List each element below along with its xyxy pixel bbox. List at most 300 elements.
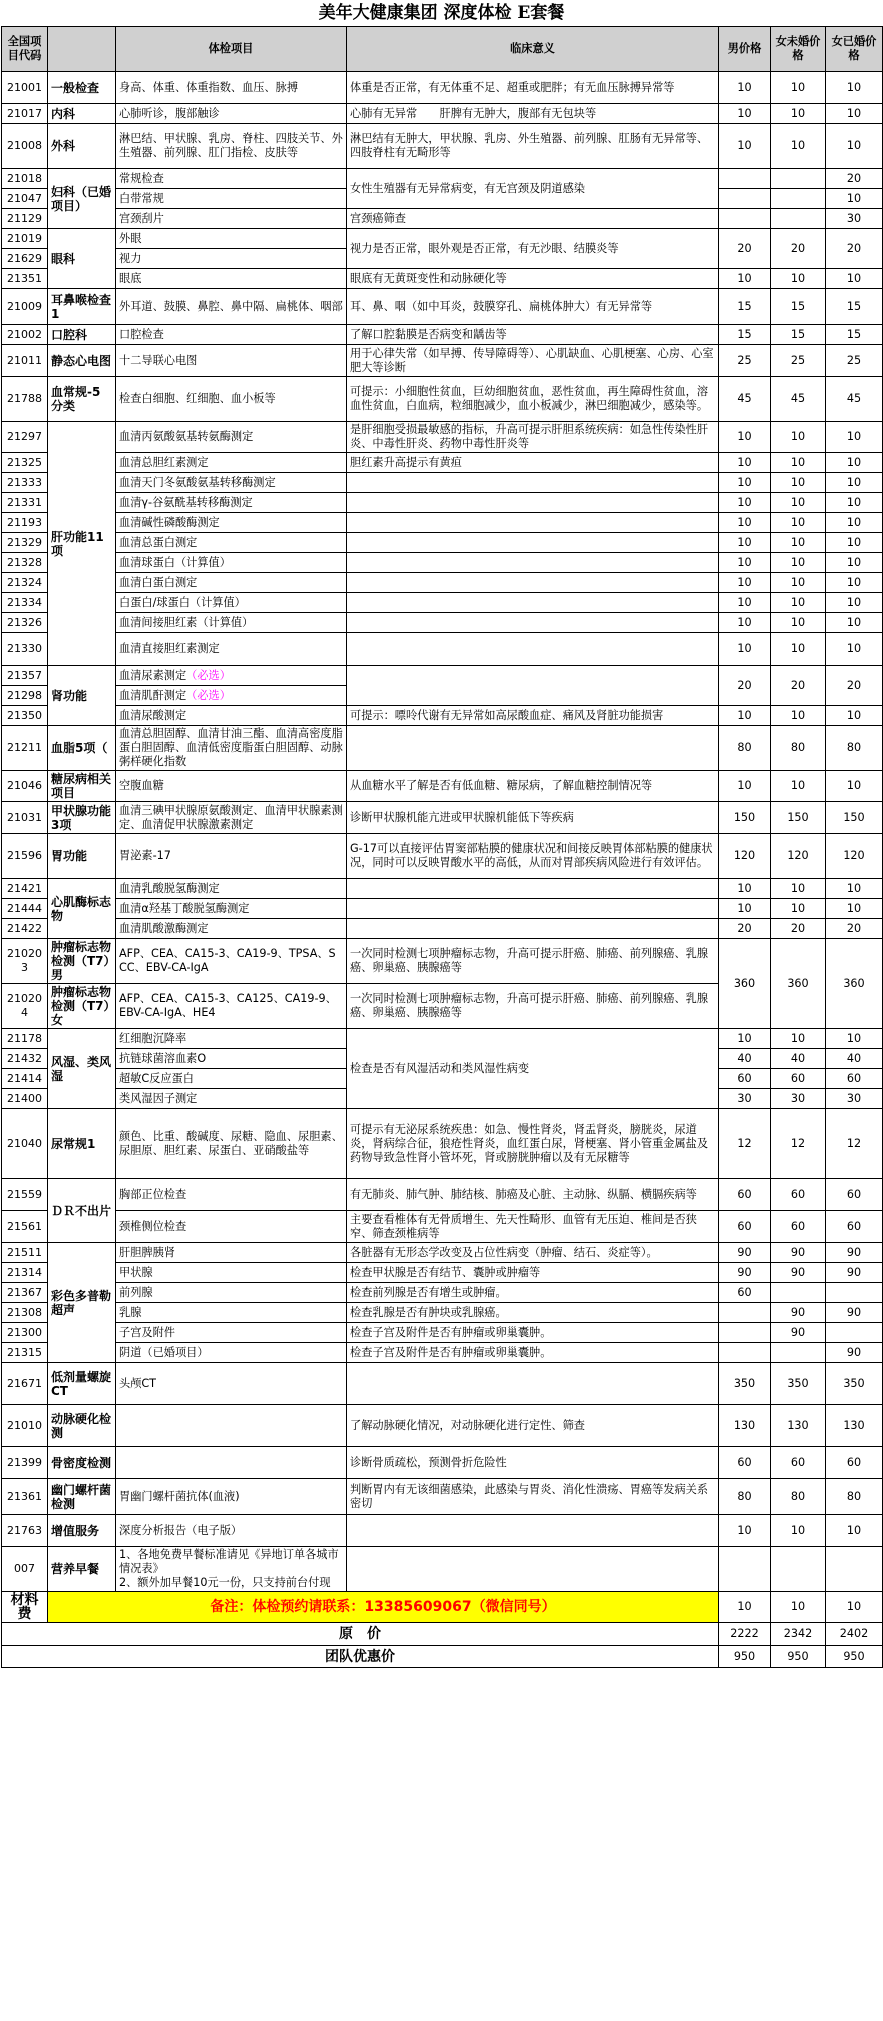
male-price: 10 (719, 593, 771, 613)
item-category: 妇科（已婚项目） (48, 169, 116, 229)
clinical-meaning: 心肺有无异常 肝脾有无肿大，腹部有无包块等 (347, 104, 719, 124)
male-price: 360 (719, 939, 771, 1029)
item-name-text: 甲状腺 (119, 1265, 153, 1279)
clinical-meaning: 体重是否正常，有无体重不足、超重或肥胖；有无血压脉搏异常等 (347, 72, 719, 104)
clinical-meaning: 可提示：嘌呤代谢有无异常如高尿酸血症、痛风及肾脏功能损害 (347, 706, 719, 726)
item-category: 肾功能 (48, 666, 116, 726)
item-code: 21330 (2, 633, 48, 666)
male-price: 10 (719, 269, 771, 289)
male-price: 60 (719, 1069, 771, 1089)
male-price: 10 (719, 771, 771, 802)
table-row (2, 493, 883, 513)
item-name (116, 1405, 347, 1447)
item-code: 21333 (2, 473, 48, 493)
item-name-text: 颜色、比重、酸碱度、尿糖、隐血、尿胆素、尿胆原、胆红素、尿蛋白、亚硝酸盐等 (119, 1129, 343, 1157)
clinical-meaning: 检查前列腺是否有增生或肿瘤。 (347, 1283, 719, 1303)
item-name (116, 1069, 347, 1089)
female-married-price: 90 (826, 1263, 883, 1283)
item-name-text: 血清球蛋白（计算值） (119, 555, 231, 569)
item-category: 口腔科 (48, 325, 116, 345)
item-name (116, 686, 347, 706)
item-name-text: 深度分析报告（电子版） (119, 1523, 243, 1537)
item-name (116, 1029, 347, 1049)
female-married-price: 10 (826, 633, 883, 666)
female-unmarried-price: 10 (771, 453, 826, 473)
female-unmarried-price: 10 (771, 104, 826, 124)
item-code: 21002 (2, 325, 48, 345)
clinical-meaning (347, 493, 719, 513)
item-name (116, 553, 347, 573)
item-name-text: 胸部正位检查 (119, 1187, 187, 1201)
female-unmarried-price: 10 (771, 771, 826, 802)
male-price: 10 (719, 72, 771, 104)
male-price: 60 (719, 1179, 771, 1211)
female-unmarried-price: 10 (771, 1515, 826, 1547)
item-name-text: 口腔检查 (119, 327, 164, 341)
item-name-text: 血清总胆红素测定 (119, 455, 209, 469)
item-code: 21422 (2, 919, 48, 939)
female-unmarried-price: 80 (771, 726, 826, 771)
table-row (2, 1515, 883, 1547)
item-name (116, 834, 347, 879)
female-unmarried-price: 150 (771, 802, 826, 834)
item-name (116, 1447, 347, 1479)
group-female-unmarried-price: 950 (771, 1646, 826, 1668)
item-category: 增值服务 (48, 1515, 116, 1547)
female-unmarried-price: 90 (771, 1303, 826, 1323)
clinical-meaning: 一次同时检测七项肿瘤标志物，升高可提示肝癌、肺癌、前列腺癌、乳腺癌、卵巢癌、胰腺癌等 (347, 984, 719, 1029)
item-name-text: 外耳道、鼓膜、鼻腔、鼻中隔、扁桃体、咽部 (119, 299, 343, 313)
female-unmarried-price: 80 (771, 1479, 826, 1515)
item-category: 血常规-5分类 (48, 377, 116, 422)
female-unmarried-price: 25 (771, 345, 826, 377)
clinical-meaning: 各脏器有无形态学改变及占位性病变（肿瘤、结石、炎症等）。 (347, 1243, 719, 1263)
item-name-text: 乳腺 (119, 1305, 142, 1319)
male-price (719, 209, 771, 229)
item-category: 低剂量螺旋CT (48, 1363, 116, 1405)
table-row (2, 899, 883, 919)
clinical-meaning (347, 513, 719, 533)
item-name (116, 1263, 347, 1283)
item-code: 21001 (2, 72, 48, 104)
group-price-label: 团队优惠价 (2, 1646, 719, 1668)
table-row (2, 453, 883, 473)
item-name (116, 1109, 347, 1179)
female-unmarried-price (771, 1283, 826, 1303)
item-category: 骨密度检测 (48, 1447, 116, 1479)
table-row (2, 706, 883, 726)
table-row (2, 1211, 883, 1243)
male-price: 60 (719, 1447, 771, 1479)
item-code: 21328 (2, 553, 48, 573)
item-name-text: 肝胆脾胰肾 (119, 1245, 175, 1259)
female-married-price: 10 (826, 706, 883, 726)
female-married-price: 30 (826, 209, 883, 229)
male-price: 60 (719, 1211, 771, 1243)
male-price: 10 (719, 553, 771, 573)
item-name (116, 473, 347, 493)
female-married-price: 130 (826, 1405, 883, 1447)
female-married-price: 10 (826, 573, 883, 593)
male-price: 350 (719, 1363, 771, 1405)
female-unmarried-price: 20 (771, 229, 826, 269)
material-female-married-price: 10 (826, 1592, 883, 1623)
female-unmarried-price: 15 (771, 325, 826, 345)
table-row (2, 1343, 883, 1363)
clinical-meaning: G-17可以直接评估胃窦部粘膜的健康状况和间接反映胃体部粘膜的健康状况，同时可以反映胃酸水平的高低，从而对胃部疾病风险进行有效评估。 (347, 834, 719, 879)
clinical-meaning: 诊断骨质疏松，预测骨折危险性 (347, 1447, 719, 1479)
male-price: 10 (719, 124, 771, 169)
male-price: 15 (719, 325, 771, 345)
item-name-text: 血清尿酸测定 (119, 708, 187, 722)
female-married-price: 10 (826, 593, 883, 613)
item-code: 21298 (2, 686, 48, 706)
female-married-price: 60 (826, 1069, 883, 1089)
male-price: 10 (719, 899, 771, 919)
male-price: 10 (719, 633, 771, 666)
female-married-price: 10 (826, 493, 883, 513)
female-married-price: 90 (826, 1343, 883, 1363)
item-code: 21414 (2, 1069, 48, 1089)
clinical-meaning: 宫颈癌筛查 (347, 209, 719, 229)
female-married-price: 10 (826, 124, 883, 169)
item-name (116, 1323, 347, 1343)
item-name (116, 493, 347, 513)
male-price: 10 (719, 513, 771, 533)
item-code: 21297 (2, 422, 48, 453)
item-category: 胃功能 (48, 834, 116, 879)
item-name-text: 抗链球菌溶血素O (119, 1051, 207, 1065)
female-unmarried-price: 10 (771, 1029, 826, 1049)
clinical-meaning: 从血糖水平了解是否有低血糖、糖尿病，了解血糖控制情况等 (347, 771, 719, 802)
male-price: 10 (719, 879, 771, 899)
female-unmarried-price: 90 (771, 1243, 826, 1263)
item-code: 21763 (2, 1515, 48, 1547)
package-table (1, 26, 883, 1668)
female-married-price: 20 (826, 229, 883, 269)
male-price: 20 (719, 919, 771, 939)
item-name (116, 169, 347, 189)
male-price: 40 (719, 1049, 771, 1069)
clinical-meaning: 耳、鼻、咽（如中耳炎，鼓膜穿孔、扁桃体肿大）有无异常等 (347, 289, 719, 325)
female-married-price: 15 (826, 289, 883, 325)
female-unmarried-price: 10 (771, 513, 826, 533)
item-name-text: 十二导联心电图 (119, 353, 198, 367)
female-married-price: 10 (826, 771, 883, 802)
item-name-text: 血清三碘甲状腺原氨酸测定、血清甲状腺素测定、血清促甲状腺激素测定 (119, 803, 343, 831)
item-code: 21324 (2, 573, 48, 593)
table-row (2, 1029, 883, 1049)
item-name-text: 空腹血糖 (119, 779, 164, 792)
female-married-price: 60 (826, 1179, 883, 1211)
female-unmarried-price: 10 (771, 593, 826, 613)
item-name (116, 229, 347, 249)
item-code: 21350 (2, 706, 48, 726)
item-category: 一般检查 (48, 72, 116, 104)
male-price: 120 (719, 834, 771, 879)
female-married-price: 10 (826, 269, 883, 289)
clinical-meaning: 有无肺炎、肺气肿、肺结核、肺癌及心脏、主动脉、纵膈、横膈疾病等 (347, 1179, 719, 1211)
clinical-meaning: 是肝细胞受损最敏感的指标，升高可提示肝胆系统疾病：如急性传染性肝炎、中毒性肝炎、药物中毒性肝炎等 (347, 422, 719, 453)
item-name (116, 802, 347, 834)
item-name (116, 613, 347, 633)
clinical-meaning (347, 1515, 719, 1547)
female-married-price: 360 (826, 939, 883, 1029)
item-category: 肿瘤标志物检测（T7）男 (48, 939, 116, 984)
clinical-meaning (347, 473, 719, 493)
header-item: 体检项目 (116, 27, 347, 72)
item-code: 21351 (2, 269, 48, 289)
item-category: 耳鼻喉检查1 (48, 289, 116, 325)
clinical-meaning: 胆红素升高提示有黄疸 (347, 453, 719, 473)
table-row (2, 802, 883, 834)
item-code: 21629 (2, 249, 48, 269)
original-female-married-price: 2402 (826, 1623, 883, 1646)
male-price: 60 (719, 1283, 771, 1303)
table-row (2, 726, 883, 771)
item-code: 21017 (2, 104, 48, 124)
item-name (116, 939, 347, 984)
male-price: 150 (719, 802, 771, 834)
female-unmarried-price: 90 (771, 1263, 826, 1283)
female-unmarried-price: 10 (771, 533, 826, 553)
female-married-price: 30 (826, 1089, 883, 1109)
original-price-row (2, 1623, 883, 1646)
item-name-text: 宫颈刮片 (119, 211, 164, 225)
male-price (719, 1343, 771, 1363)
item-name (116, 325, 347, 345)
item-category: 糖尿病相关项目 (48, 771, 116, 802)
item-name (116, 1303, 347, 1323)
table-row (2, 72, 883, 104)
item-name-text: 血清乳酸脱氢酶测定 (119, 881, 220, 895)
male-price: 10 (719, 533, 771, 553)
male-price: 10 (719, 422, 771, 453)
female-married-price: 60 (826, 1447, 883, 1479)
item-name-text: 血清γ-谷氨酰基转移酶测定 (119, 495, 253, 509)
item-name (116, 1479, 347, 1515)
table-row (2, 939, 883, 984)
clinical-meaning: 了解动脉硬化情况，对动脉硬化进行定性、筛查 (347, 1405, 719, 1447)
female-unmarried-price: 90 (771, 1323, 826, 1343)
item-code: 21178 (2, 1029, 48, 1049)
female-married-price: 10 (826, 189, 883, 209)
male-price: 10 (719, 706, 771, 726)
required-note: （必选） (186, 668, 231, 682)
male-price: 10 (719, 1029, 771, 1049)
female-unmarried-price: 10 (771, 72, 826, 104)
item-name (116, 1283, 347, 1303)
header-male-price: 男价格 (719, 27, 771, 72)
item-category: 尿常规1 (48, 1109, 116, 1179)
item-category: 甲状腺功能3项 (48, 802, 116, 834)
table-row (2, 1405, 883, 1447)
item-name-text: 颈椎侧位检查 (119, 1219, 187, 1233)
item-name-text: 白蛋白/球蛋白（计算值） (119, 595, 246, 609)
item-name-text: 红细胞沉降率 (119, 1031, 187, 1045)
female-married-price: 20 (826, 666, 883, 706)
female-unmarried-price: 120 (771, 834, 826, 879)
table-row (2, 325, 883, 345)
clinical-meaning (347, 666, 719, 706)
item-code: 21596 (2, 834, 48, 879)
item-code: 21444 (2, 899, 48, 919)
item-name-text: 血清白蛋白测定 (119, 575, 198, 589)
male-price: 10 (719, 573, 771, 593)
item-code: 21018 (2, 169, 48, 189)
item-code: 21011 (2, 345, 48, 377)
female-married-price: 150 (826, 802, 883, 834)
female-married-price: 90 (826, 1303, 883, 1323)
item-name (116, 1547, 347, 1592)
female-unmarried-price: 12 (771, 1109, 826, 1179)
female-married-price (826, 1323, 883, 1343)
table-row (2, 573, 883, 593)
item-name-text: 子宫及附件 (119, 1325, 175, 1339)
item-name (116, 249, 347, 269)
item-name-text: 外眼 (119, 231, 142, 245)
clinical-meaning (347, 1363, 719, 1405)
item-name-text: AFP、CEA、CA15-3、CA19-9、TPSA、SCC、EBV-CA-IgA (119, 947, 336, 974)
item-category: 彩色多普勒超声 (48, 1243, 116, 1363)
material-female-unmarried-price: 10 (771, 1592, 826, 1623)
item-category: 眼科 (48, 229, 116, 289)
clinical-meaning: 了解口腔黏膜是否病变和龋齿等 (347, 325, 719, 345)
item-name-text: 血清天门冬氨酸氨基转移酶测定 (119, 475, 276, 489)
item-name (116, 1343, 347, 1363)
table-row (2, 613, 883, 633)
item-name (116, 633, 347, 666)
male-price (719, 1323, 771, 1343)
clinical-meaning (347, 553, 719, 573)
female-unmarried-price: 15 (771, 289, 826, 325)
table-row (2, 1447, 883, 1479)
female-married-price: 350 (826, 1363, 883, 1405)
item-name (116, 1363, 347, 1405)
item-category: 外科 (48, 124, 116, 169)
item-name-text: 血清尿素测定 (119, 668, 187, 682)
clinical-meaning: 检查是否有风湿活动和类风湿性病变 (347, 1029, 719, 1109)
clinical-meaning: 检查乳腺是否有肿块或乳腺癌。 (347, 1303, 719, 1323)
male-price (719, 189, 771, 209)
item-code: 21559 (2, 1179, 48, 1211)
item-name-text: 眼底 (119, 271, 142, 285)
item-code: 21357 (2, 666, 48, 686)
female-married-price (826, 1547, 883, 1592)
material-row (2, 1592, 883, 1623)
item-code: 21361 (2, 1479, 48, 1515)
female-unmarried-price: 10 (771, 879, 826, 899)
female-married-price: 40 (826, 1049, 883, 1069)
female-unmarried-price: 10 (771, 613, 826, 633)
item-name (116, 72, 347, 104)
clinical-meaning: 可提示有无泌尿系统疾患：如急、慢性肾炎，肾盂肾炎，膀胱炎，尿道炎，肾病综合征，狼疮性肾炎，血红蛋白尿，肾梗塞、肾小管重金属盐及药物导致急性肾小管坏死，肾或膀胱肿瘤以及有无尿糖等 (347, 1109, 719, 1179)
male-price: 20 (719, 229, 771, 269)
item-category: 动脉硬化检测 (48, 1405, 116, 1447)
female-unmarried-price: 40 (771, 1049, 826, 1069)
female-unmarried-price: 10 (771, 473, 826, 493)
table-row (2, 834, 883, 879)
item-name (116, 124, 347, 169)
female-married-price: 120 (826, 834, 883, 879)
item-category: 风湿、类风湿 (48, 1029, 116, 1109)
female-unmarried-price (771, 1547, 826, 1592)
clinical-meaning (347, 726, 719, 771)
item-name-text: 血清直接胆红素测定 (119, 642, 220, 655)
female-unmarried-price (771, 1343, 826, 1363)
original-male-price: 2222 (719, 1623, 771, 1646)
female-married-price: 15 (826, 325, 883, 345)
item-name (116, 1089, 347, 1109)
female-unmarried-price: 10 (771, 269, 826, 289)
item-name-text: 1、各地免费早餐标准请见《异地订单各城市情况表》 2、额外加早餐10元一份，只支持前台付现 (119, 1548, 339, 1589)
item-name (116, 422, 347, 453)
item-code: 21010 (2, 1405, 48, 1447)
female-unmarried-price: 10 (771, 493, 826, 513)
item-name-text: 血清间接胆红素（计算值） (119, 615, 254, 629)
table-row (2, 289, 883, 325)
item-category: 肝功能11项 (48, 422, 116, 666)
item-code: 21326 (2, 613, 48, 633)
clinical-meaning (347, 879, 719, 899)
item-code: 21211 (2, 726, 48, 771)
item-name (116, 771, 347, 802)
female-unmarried-price: 45 (771, 377, 826, 422)
table-row (2, 771, 883, 802)
table-row (2, 666, 883, 686)
item-name-text: 前列腺 (119, 1285, 153, 1299)
page-title: 美年大健康集团 深度体检 E套餐 (318, 3, 565, 23)
clinical-meaning: 视力是否正常，眼外观是否正常，有无沙眼、结膜炎等 (347, 229, 719, 269)
item-name (116, 1243, 347, 1263)
item-code: 21334 (2, 593, 48, 613)
item-name (116, 269, 347, 289)
item-name-text: 类风湿因子测定 (119, 1091, 198, 1105)
male-price: 10 (719, 473, 771, 493)
item-name (116, 104, 347, 124)
item-code: 21129 (2, 209, 48, 229)
table-row (2, 879, 883, 899)
header-code: 全国项目代码 (2, 27, 48, 72)
female-married-price: 10 (826, 1515, 883, 1547)
item-name (116, 377, 347, 422)
female-unmarried-price: 10 (771, 422, 826, 453)
item-name-text: 白带常规 (119, 191, 164, 205)
item-name-text: 检查白细胞、红细胞、血小板等 (119, 392, 276, 405)
item-code: 21325 (2, 453, 48, 473)
female-married-price: 10 (826, 1029, 883, 1049)
item-code: 21561 (2, 1211, 48, 1243)
item-code: 210203 (2, 939, 48, 984)
item-category: 幽门螺杆菌检测 (48, 1479, 116, 1515)
female-unmarried-price: 30 (771, 1089, 826, 1109)
female-unmarried-price: 10 (771, 706, 826, 726)
item-code: 21315 (2, 1343, 48, 1363)
clinical-meaning: 淋巴结有无肿大，甲状腺、乳房、外生殖器、前列腺、肛肠有无异常等、四肢脊柱有无畸形等 (347, 124, 719, 169)
female-unmarried-price: 60 (771, 1211, 826, 1243)
female-married-price: 25 (826, 345, 883, 377)
clinical-meaning: 一次同时检测七项肿瘤标志物，升高可提示肝癌、肺癌、前列腺癌、乳腺癌、卵巢癌、胰腺癌等 (347, 939, 719, 984)
table-row (2, 1479, 883, 1515)
group-price-row (2, 1646, 883, 1668)
male-price: 90 (719, 1263, 771, 1283)
table-row (2, 919, 883, 939)
item-name-text: 视力 (119, 251, 142, 265)
item-code: 21046 (2, 771, 48, 802)
female-married-price: 12 (826, 1109, 883, 1179)
female-married-price: 10 (826, 104, 883, 124)
item-code: 21331 (2, 493, 48, 513)
